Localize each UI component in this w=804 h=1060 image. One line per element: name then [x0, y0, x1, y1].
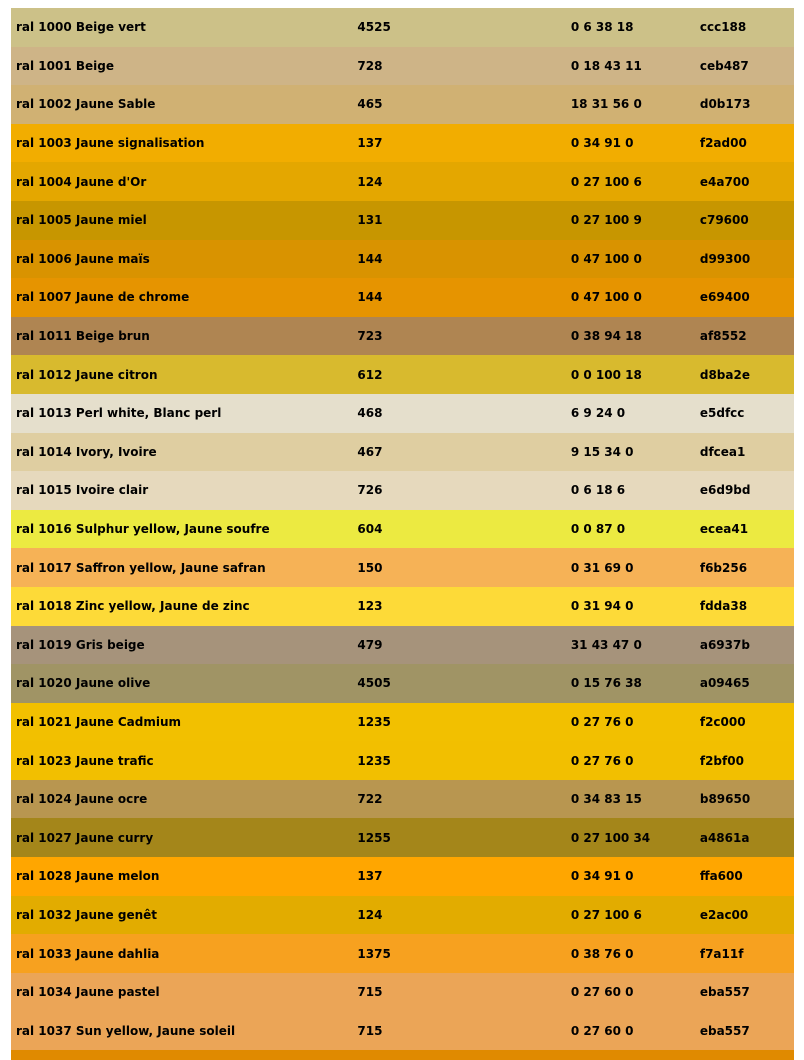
cmyk-cell: 0 31 94 0 [566, 587, 695, 626]
pantone-cell: 123 [352, 587, 565, 626]
color-row [11, 626, 794, 665]
cmyk-cell: 0 27 100 6 [566, 162, 695, 201]
hex-cell: ccc188 [695, 8, 794, 47]
pantone-cell: 137 [352, 124, 565, 163]
hex-cell: e69400 [695, 278, 794, 317]
ral-name-cell: ral 1027 Jaune curry [11, 818, 352, 857]
cmyk-cell: 0 38 76 0 [566, 934, 695, 973]
hex-cell: ffa600 [695, 857, 794, 896]
hex-cell: d8ba2e [695, 355, 794, 394]
color-row [11, 47, 794, 86]
hex-cell: eba557 [695, 1011, 794, 1050]
pantone-cell: 131 [352, 201, 565, 240]
color-row [11, 124, 794, 163]
ral-name-cell: ral 1012 Jaune citron [11, 355, 352, 394]
pantone-cell: 468 [352, 394, 565, 433]
ral-name-cell: ral 1034 Jaune pastel [11, 973, 352, 1012]
cmyk-cell: 0 34 91 0 [566, 857, 695, 896]
pantone-cell: 144 [352, 240, 565, 279]
color-row [11, 510, 794, 549]
ral-name-cell: ral 1033 Jaune dahlia [11, 934, 352, 973]
color-row [11, 201, 794, 240]
color-row [11, 741, 794, 780]
ral-name-cell: ral 1037 Sun yellow, Jaune soleil [11, 1011, 352, 1050]
color-row [11, 587, 794, 626]
hex-cell: f2bf00 [695, 741, 794, 780]
pantone-cell: 1255 [352, 818, 565, 857]
color-row [11, 896, 794, 935]
cmyk-cell: 0 47 100 0 [566, 278, 695, 317]
color-row [11, 240, 794, 279]
ral-name-cell: ral 1028 Jaune melon [11, 857, 352, 896]
cmyk-cell: 0 34 83 15 [566, 780, 695, 819]
pantone-cell: 1235 [352, 703, 565, 742]
cmyk-cell: 0 27 76 0 [566, 703, 695, 742]
pantone-cell: 723 [352, 317, 565, 356]
pantone-cell: 465 [352, 85, 565, 124]
cmyk-cell: 0 27 60 0 [566, 973, 695, 1012]
cmyk-cell: 0 34 91 0 [566, 124, 695, 163]
hex-cell: f2c000 [695, 703, 794, 742]
ral-name-cell: ral 1006 Jaune maïs [11, 240, 352, 279]
color-row [11, 317, 794, 356]
color-row [11, 973, 794, 1012]
color-row [11, 818, 794, 857]
ral-name-cell: ral 1013 Perl white, Blanc perl [11, 394, 352, 433]
color-row [11, 780, 794, 819]
pantone-cell: 150 [352, 548, 565, 587]
color-row [11, 934, 794, 973]
pantone-cell: 124 [352, 896, 565, 935]
pantone-cell: 715 [352, 973, 565, 1012]
hex-cell: d0b173 [695, 85, 794, 124]
cmyk-cell: 0 6 18 6 [566, 471, 695, 510]
hex-cell: f7a11f [695, 934, 794, 973]
color-row [11, 548, 794, 587]
ral-name-cell: ral 1032 Jaune genêt [11, 896, 352, 935]
ral-name-cell: ral 1021 Jaune Cadmium [11, 703, 352, 742]
cmyk-cell: 0 27 76 0 [566, 741, 695, 780]
color-row [11, 1011, 794, 1050]
header-cell [695, 0, 794, 8]
pantone-cell: 4505 [352, 664, 565, 703]
ral-name-cell: ral 1001 Beige [11, 47, 352, 86]
hex-cell: a4861a [695, 818, 794, 857]
pantone-cell: 479 [352, 626, 565, 665]
color-row [11, 8, 794, 47]
ral-name-cell: ral 1007 Jaune de chrome [11, 278, 352, 317]
hex-cell: f2ad00 [695, 124, 794, 163]
cmyk-cell: 0 27 60 0 [566, 1011, 695, 1050]
ral-name-cell: ral 1004 Jaune d'Or [11, 162, 352, 201]
ral-name-cell: ral 1015 Ivoire clair [11, 471, 352, 510]
ral-name-cell: ral 1003 Jaune signalisation [11, 124, 352, 163]
ral-name-cell: ral 1019 Gris beige [11, 626, 352, 665]
cmyk-cell: 0 0 87 0 [566, 510, 695, 549]
ral-name-cell: ral 1023 Jaune trafic [11, 741, 352, 780]
hex-cell: ceb487 [695, 47, 794, 86]
pantone-cell: 722 [352, 780, 565, 819]
ral-name-cell: ral 1017 Saffron yellow, Jaune safran [11, 548, 352, 587]
ral-name-cell: ral 1024 Jaune ocre [11, 780, 352, 819]
pantone-cell: 715 [352, 1011, 565, 1050]
hex-cell: ecea41 [695, 510, 794, 549]
ral-name-cell: ral 1011 Beige brun [11, 317, 352, 356]
cmyk-cell: 0 6 38 18 [566, 8, 695, 47]
hex-cell: e5dfcc [695, 394, 794, 433]
cmyk-cell: 0 0 100 18 [566, 355, 695, 394]
ral-name-cell: ral 1016 Sulphur yellow, Jaune soufre [11, 510, 352, 549]
color-row [11, 355, 794, 394]
hex-cell: d99300 [695, 240, 794, 279]
hex-cell: fdda38 [695, 587, 794, 626]
pantone-cell: 4525 [352, 8, 565, 47]
pantone-cell: 467 [352, 433, 565, 472]
ral-name-cell: ral 1020 Jaune olive [11, 664, 352, 703]
header-strip [11, 0, 794, 8]
pantone-cell: 1235 [352, 741, 565, 780]
hex-cell: b89650 [695, 780, 794, 819]
color-row [11, 471, 794, 510]
ral-name-cell: ral 1018 Zinc yellow, Jaune de zinc [11, 587, 352, 626]
cmyk-cell: 0 18 43 11 [566, 47, 695, 86]
pantone-cell: 144 [352, 278, 565, 317]
cmyk-cell: 0 15 76 38 [566, 664, 695, 703]
header-cell [11, 0, 352, 8]
ral-name-cell: ral 1002 Jaune Sable [11, 85, 352, 124]
hex-cell: a6937b [695, 626, 794, 665]
pantone-cell: 137 [352, 857, 565, 896]
pantone-cell: 604 [352, 510, 565, 549]
ral-name-cell: ral 1014 Ivory, Ivoire [11, 433, 352, 472]
header-cell [352, 0, 565, 8]
ral-name-cell: ral 1000 Beige vert [11, 8, 352, 47]
pantone-cell: 612 [352, 355, 565, 394]
color-row [11, 85, 794, 124]
hex-cell: e6d9bd [695, 471, 794, 510]
pantone-cell: 124 [352, 162, 565, 201]
pantone-cell: 726 [352, 471, 565, 510]
cmyk-cell: 0 47 100 0 [566, 240, 695, 279]
header-cell [566, 0, 695, 8]
hex-cell: e4a700 [695, 162, 794, 201]
color-row [11, 857, 794, 896]
pantone-cell: 1375 [352, 934, 565, 973]
ral-name-cell: ral 1005 Jaune miel [11, 201, 352, 240]
cmyk-cell: 0 27 100 34 [566, 818, 695, 857]
hex-cell: af8552 [695, 317, 794, 356]
color-row [11, 664, 794, 703]
ral-table-body [11, 0, 794, 1060]
cmyk-cell: 18 31 56 0 [566, 85, 695, 124]
color-row [11, 394, 794, 433]
ral-color-table [11, 0, 794, 1060]
hex-cell: a09465 [695, 664, 794, 703]
cmyk-cell: 31 43 47 0 [566, 626, 695, 665]
pantone-cell: 728 [352, 47, 565, 86]
hex-cell: f6b256 [695, 548, 794, 587]
cmyk-cell: 0 27 100 9 [566, 201, 695, 240]
cmyk-cell: 9 15 34 0 [566, 433, 695, 472]
color-row [11, 278, 794, 317]
color-row [11, 433, 794, 472]
cmyk-cell: 0 38 94 18 [566, 317, 695, 356]
cmyk-cell: 6 9 24 0 [566, 394, 695, 433]
hex-cell: eba557 [695, 973, 794, 1012]
hex-cell: dfcea1 [695, 433, 794, 472]
cmyk-cell: 0 27 100 6 [566, 896, 695, 935]
cmyk-cell: 0 31 69 0 [566, 548, 695, 587]
color-row [11, 703, 794, 742]
hex-cell: e2ac00 [695, 896, 794, 935]
color-row [11, 162, 794, 201]
hex-cell: c79600 [695, 201, 794, 240]
